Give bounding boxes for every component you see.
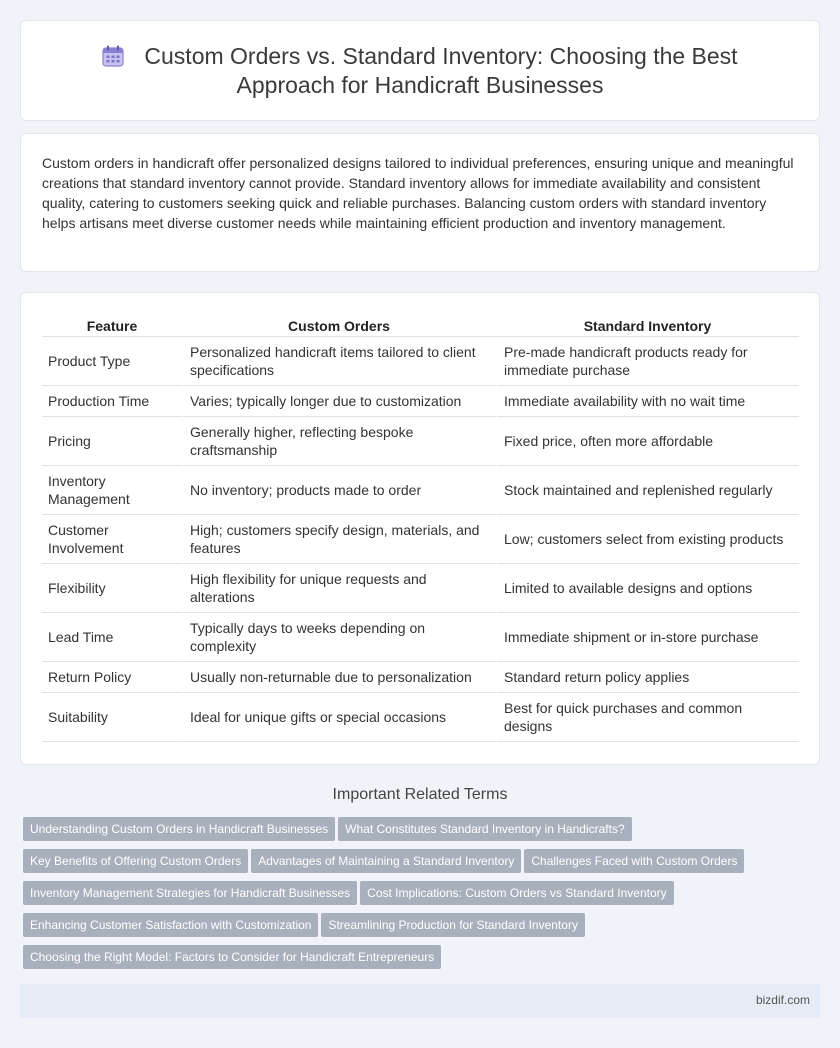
standard-inventory-cell: Stock maintained and replenished regularly [496, 466, 799, 515]
related-term-tag[interactable]: Inventory Management Strategies for Handicraft Businesses [23, 881, 357, 905]
related-terms-heading: Important Related Terms [332, 786, 508, 803]
feature-cell: Product Type [42, 337, 182, 386]
standard-inventory-cell: Immediate shipment or in-store purchase [496, 613, 799, 662]
feature-cell: Lead Time [42, 613, 182, 662]
related-term-tag[interactable]: Streamlining Production for Standard Inventory [321, 913, 584, 937]
title-card [20, 20, 820, 121]
column-header-custom-orders: Custom Orders [182, 307, 496, 337]
related-term-tag[interactable]: What Constitutes Standard Inventory in Handicrafts? [338, 817, 631, 841]
standard-inventory-cell: Immediate availability with no wait time [496, 386, 799, 417]
comparison-table [42, 307, 799, 742]
table-row [42, 386, 799, 417]
page-title [70, 42, 770, 100]
related-term-tag[interactable]: Enhancing Customer Satisfaction with Customization [23, 913, 318, 937]
feature-cell: Customer Involvement [42, 515, 182, 564]
intro-paragraph: Custom orders in handicraft offer personalized designs tailored to individual preferences, ensuring unique and meaningful creations that standard inventory cannot provide. Standard inventory allows for immediate availability and consistent quality, catering to customers seeking quick and reliable purchases. Balancing custom orders with standard inventory helps artisans meet diverse customer needs while maintaining efficient production and inventory management. [42, 155, 794, 231]
related-term-tag[interactable]: Advantages of Maintaining a Standard Inventory [251, 849, 521, 873]
feature-cell: Flexibility [42, 564, 182, 613]
standard-inventory-cell: Fixed price, often more affordable [496, 417, 799, 466]
table-row [42, 417, 799, 466]
column-header-standard-inventory: Standard Inventory [496, 307, 799, 337]
table-row [42, 662, 799, 693]
table-row [42, 337, 799, 386]
calendar-icon [102, 45, 124, 67]
custom-orders-cell: No inventory; products made to order [182, 466, 496, 515]
intro-card [20, 133, 820, 272]
page-title-text: Custom Orders vs. Standard Inventory: Choosing the Best Approach for Handicraft Businesses [144, 42, 738, 98]
custom-orders-cell: Varies; typically longer due to customization [182, 386, 496, 417]
custom-orders-cell: High; customers specify design, materials, and features [182, 515, 496, 564]
footer [20, 984, 820, 1018]
standard-inventory-cell: Low; customers select from existing products [496, 515, 799, 564]
related-term-tag[interactable]: Understanding Custom Orders in Handicraft Businesses [23, 817, 335, 841]
column-header-feature: Feature [42, 307, 182, 337]
feature-cell: Inventory Management [42, 466, 182, 515]
table-row [42, 515, 799, 564]
feature-cell: Pricing [42, 417, 182, 466]
table-row [42, 564, 799, 613]
standard-inventory-cell: Limited to available designs and options [496, 564, 799, 613]
standard-inventory-cell: Best for quick purchases and common designs [496, 693, 799, 742]
related-terms-list [23, 817, 803, 977]
custom-orders-cell: Ideal for unique gifts or special occasions [182, 693, 496, 742]
related-term-tag[interactable]: Key Benefits of Offering Custom Orders [23, 849, 248, 873]
standard-inventory-cell: Standard return policy applies [496, 662, 799, 693]
related-term-tag[interactable]: Cost Implications: Custom Orders vs Standard Inventory [360, 881, 673, 905]
footer-site-link[interactable]: bizdif.com [755, 993, 810, 1007]
comparison-table-card [20, 292, 820, 765]
feature-cell: Production Time [42, 386, 182, 417]
custom-orders-cell: High flexibility for unique requests and alterations [182, 564, 496, 613]
table-row [42, 613, 799, 662]
feature-cell: Return Policy [42, 662, 182, 693]
custom-orders-cell: Usually non-returnable due to personalization [182, 662, 496, 693]
table-row [42, 693, 799, 742]
table-header-row [42, 307, 799, 337]
custom-orders-cell: Typically days to weeks depending on complexity [182, 613, 496, 662]
feature-cell: Suitability [42, 693, 182, 742]
custom-orders-cell: Generally higher, reflecting bespoke craftsmanship [182, 417, 496, 466]
related-term-tag[interactable]: Choosing the Right Model: Factors to Consider for Handicraft Entrepreneurs [23, 945, 441, 969]
related-term-tag[interactable]: Challenges Faced with Custom Orders [524, 849, 744, 873]
custom-orders-cell: Personalized handicraft items tailored to client specifications [182, 337, 496, 386]
table-row [42, 466, 799, 515]
standard-inventory-cell: Pre-made handicraft products ready for immediate purchase [496, 337, 799, 386]
